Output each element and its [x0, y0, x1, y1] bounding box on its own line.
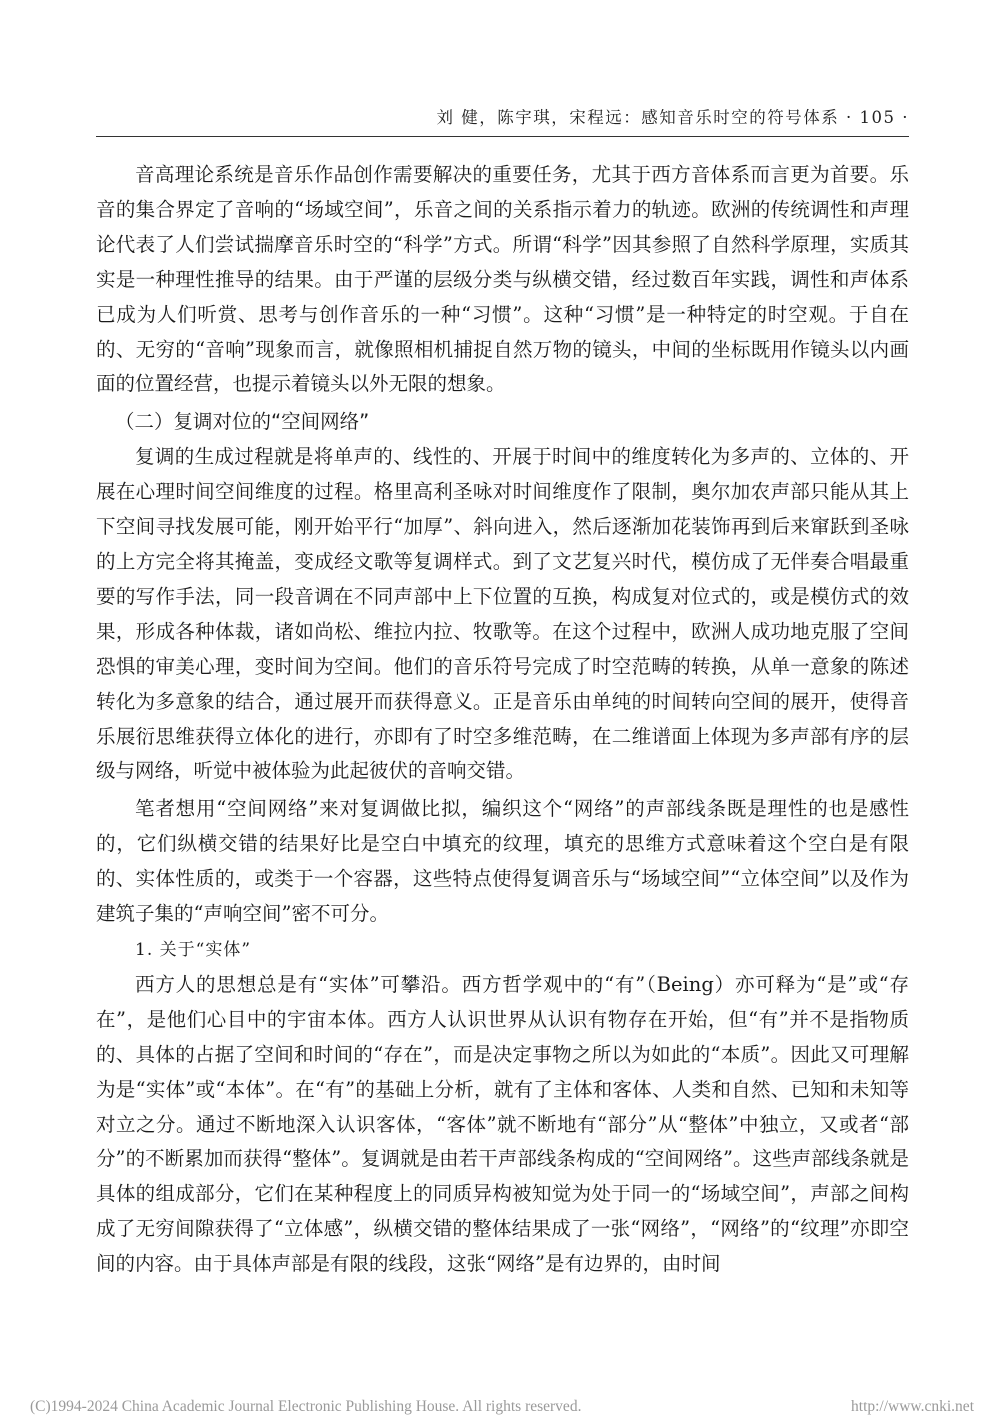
paragraph-polyphony-generation: 复调的生成过程就是将单声的、线性的、开展于时间中的维度转化为多声的、立体的、开展在心理时间空间维度的过程。格里高利圣咏对时间维度作了限制，奥尔加农声部只能从其上下空间寻找发展可能，刚开始平行“加厚”、斜向进入，然后逐渐加花装饰再到后来窜跃到圣咏的上方完全将其掩盖，变成经文歌等复调样式。到了文艺复兴时代，模仿成了无伴奏合唱最重要的写作手法，同一段音调在不同声部中上下位置的互换，构成复对位式的，或是模仿式的效果，形成各种体裁，诸如尚松、维拉内拉、牧歌等。在这个过程中，欧洲人成功地克服了空间恐惧的审美心理，变时间为空间。他们的音乐符号完成了时空范畴的转换，从单一意象的陈述转化为多意象的结合，通过展开而获得意义。正是音乐由单纯的时间转向空间的展开，使得音乐展衍思维获得立体化的进行，亦即有了时空多维范畴，在二维谱面上体现为多声部有序的层级与网络，听觉中被体验为此起彼伏的音响交错。	[96, 445, 909, 783]
page-footer	[30, 1398, 974, 1416]
paragraph-spatial-network: 笔者想用“空间网络”来对复调做比拟，编织这个“网络”的声部线条既是理性的也是感性的，它们纵横交错的结果好比是空白中填充的纹理，填充的思维方式意味着这个空白是有限的、实体性质的，或类于一个容器，这些特点使得复调音乐与“场域空间”“立体空间”以及作为建筑子集的“声响空间”密不可分。	[96, 797, 909, 926]
paragraph-entity: 西方人的思想总是有“实体”可攀沿。西方哲学观中的“有”（Being）亦可释为“是”或“存在”，是他们心目中的宇宙本体。西方人认识世界从认识有物存在开始，但“有”并不是指物质的、具体的占据了空间和时间的“存在”，而是决定事物之所以为如此的“本质”。因此又可理解为是“实体”或“本体”。在“有”的基础上分析，就有了主体和客体、人类和自然、已知和未知等对立之分。通过不断地深入认识客体，“客体”就不断地有“部分”从“整体”中独立，又或者“部分”的不断累加而获得“整体”。复调就是由若干声部线条构成的“空间网络”。这些声部线条就是具体的组成部分，它们在某种程度上的同质异构被知觉为处于同一的“场域空间”，声部之间构成了无穷间隙获得了“立体感”，纵横交错的整体结果成了一张“网络”，“网络”的“纹理”亦即空间的内容。由于具体声部是有限的线段，这张“网络”是有边界的，由时间	[96, 972, 909, 1276]
subsection-heading-entity: 1. 关于“实体”	[135, 939, 252, 960]
copyright-notice: (C)1994-2024 China Academic Journal Electronic Publishing House. All rights reserved.	[30, 1398, 582, 1415]
header-rule	[96, 136, 909, 137]
running-header: 刘 健，陈宇琪，宋程远：感知音乐时空的符号体系 · 105 ·	[436, 108, 909, 127]
footer-url: http://www.cnki.net	[851, 1398, 974, 1415]
article-body	[96, 158, 909, 1282]
section-heading-polyphony: （二）复调对位的“空间网络”	[115, 410, 370, 434]
paragraph-pitch-theory: 音高理论系统是音乐作品创作需要解决的重要任务，尤其于西方音体系而言更为首要。乐音的集合界定了音响的“场域空间”，乐音之间的关系指示着力的轨迹。欧洲的传统调性和声理论代表了人们尝试揣摩音乐时空的“科学”方式。所谓“科学”因其参照了自然科学原理，实质其实是一种理性推导的结果。由于严谨的层级分类与纵横交错，经过数百年实践，调性和声体系已成为人们听赏、思考与创作音乐的一种“习惯”。这种“习惯”是一种特定的时空观。于自在的、无穷的“音响”现象而言，就像照相机捕捉自然万物的镜头，中间的坐标既用作镜头以内画面的位置经营，也提示着镜头以外无限的想象。	[96, 163, 909, 396]
